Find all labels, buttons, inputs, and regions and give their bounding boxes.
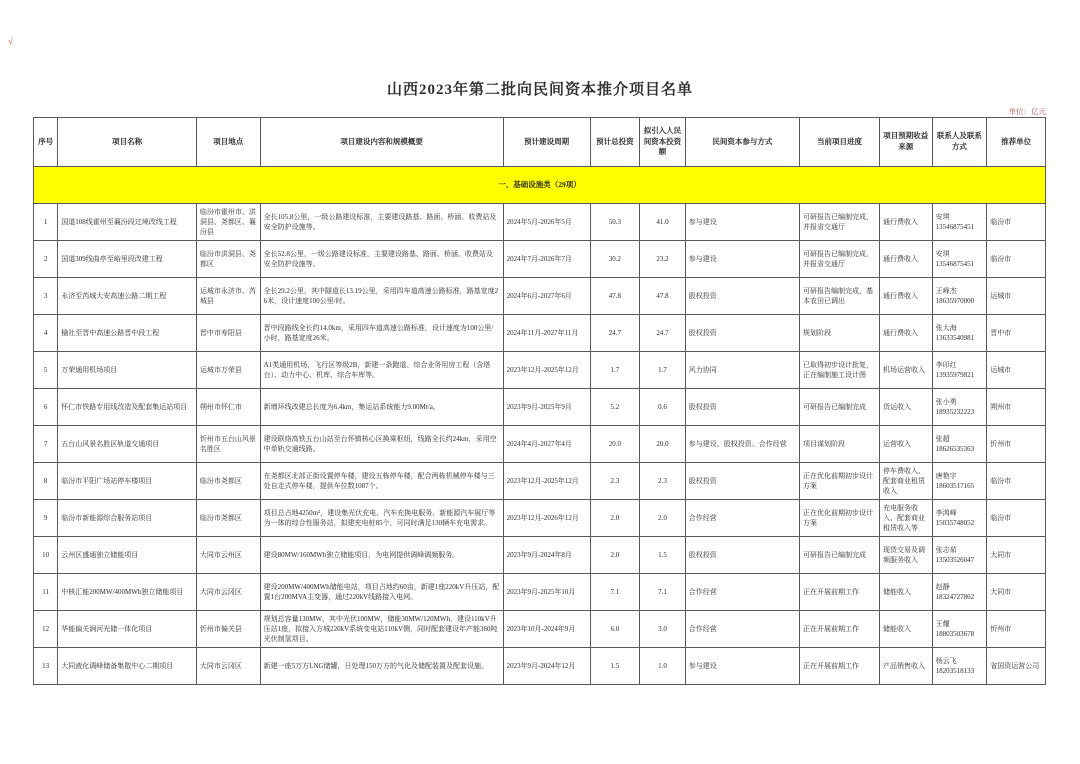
cell-period: 2023年9月-2025年9月 — [503, 389, 590, 426]
cell-serial: 4 — [34, 315, 58, 352]
table-row — [34, 315, 1046, 352]
cell-contact — [932, 463, 987, 500]
table-row — [34, 500, 1046, 537]
contact-phone: 18803503678 — [935, 630, 975, 638]
table-row — [34, 204, 1046, 241]
cell-total-investment: 1.7 — [590, 352, 640, 389]
contact-name: 张小勇 — [935, 397, 957, 406]
cell-contact — [932, 204, 987, 241]
cell-progress: 规划阶段 — [800, 315, 880, 352]
cell-recommending-unit: 临汾市 — [987, 463, 1046, 500]
cell-recommending-unit: 临汾市 — [987, 500, 1046, 537]
cell-total-investment: 2.0 — [590, 500, 640, 537]
cell-project-name: 临汾市平阳广场站停车楼项目 — [58, 463, 197, 500]
section-row — [34, 167, 1046, 204]
cell-private-investment: 20.0 — [640, 426, 686, 463]
cell-recommending-unit: 运城市 — [987, 352, 1046, 389]
cell-participation-mode: 合作经营 — [685, 611, 799, 648]
cell-recommending-unit: 临汾市 — [987, 241, 1046, 278]
cell-participation-mode: 参与建设 — [685, 648, 799, 685]
cell-total-investment: 50.3 — [590, 204, 640, 241]
cell-content: 项目总占地4250m²，建设集光伏充电、汽车充换电服务、新能源汽车展厅等为一体的综合性服务站，拟建充电桩85个，可同时满足130辆车充电需求。 — [260, 500, 503, 537]
cell-serial: 1 — [34, 204, 58, 241]
column-header-0: 序号 — [34, 118, 58, 167]
table-row — [34, 611, 1046, 648]
contact-name: 张超 — [935, 434, 950, 443]
cell-project-name: 国道108线霍州至襄汾段过境改线工程 — [58, 204, 197, 241]
cell-content: 新增环线改建总长度为6.4km，集运站系统能力9.00Mt/a。 — [260, 389, 503, 426]
contact-name: 安琪 — [935, 249, 950, 258]
cell-revenue-source: 充电服务收入、配套商业租赁收入等 — [879, 500, 932, 537]
contact-name: 张大海 — [935, 323, 957, 332]
column-header-4: 预计建设周期 — [503, 118, 590, 167]
contact-name: 安琪 — [935, 212, 950, 221]
cell-project-name: 榆社至晋中高速公路晋中段工程 — [58, 315, 197, 352]
cell-content: 全长105.8公里，一级公路建设标准，主要建设路基、路面、桥涵、收费站及安全防护设施等。 — [260, 204, 503, 241]
cell-period: 2023年10月-2024年9月 — [503, 611, 590, 648]
cell-content: 建设联络高铁五台山站至台怀镇核心区换乘枢纽，线路全长约24km，采用空中单轨交通线路。 — [260, 426, 503, 463]
cell-period: 2024年6月-2027年6月 — [503, 278, 590, 315]
contact-phone: 18603517165 — [935, 482, 975, 490]
cell-content: 全长29.2公里，其中隧道长13.19公里，采用四车道高速公路标准，路基宽度26米，设计速度100公里/时。 — [260, 278, 503, 315]
cell-progress: 已取得初步设计批复，正在编制施工设计图 — [800, 352, 880, 389]
cell-recommending-unit: 忻州市 — [987, 426, 1046, 463]
cell-revenue-source: 通行费收入 — [879, 278, 932, 315]
cell-location: 晋中市寿阳县 — [196, 315, 260, 352]
table-row — [34, 463, 1046, 500]
cell-total-investment: 20.0 — [590, 426, 640, 463]
cell-period: 2024年11月-2027年11月 — [503, 315, 590, 352]
cell-content: 规划总容量130MW，其中光伏100MW，储能30MW/120MWh，建设110kV升压站1座，拟接入方城220kV系统变电站110kV侧，同时配套建设年产能360吨光伏制氢项目。 — [260, 611, 503, 648]
cell-project-name: 永济至芮城大安高速公路二期工程 — [58, 278, 197, 315]
cell-period: 2024年4月-2027年4月 — [503, 426, 590, 463]
cell-content: 建设80MW/160MWh独立储能项目，为电网提供调峰调频服务。 — [260, 537, 503, 574]
cell-total-investment: 2.3 — [590, 463, 640, 500]
cell-private-investment: 24.7 — [640, 315, 686, 352]
column-header-3: 项目建设内容和规模概要 — [260, 118, 503, 167]
cell-location: 大同市云州区 — [196, 537, 260, 574]
cell-content: 新建一座5万方LNG储罐，日处理150万方的气化及储配装置及配套设施。 — [260, 648, 503, 685]
page-title: 山西2023年第二批向民间资本推介项目名单 — [386, 82, 693, 98]
cell-period: 2023年12月-2025年12月 — [503, 352, 590, 389]
cell-contact — [932, 241, 987, 278]
cell-participation-mode: 股权投资 — [685, 389, 799, 426]
column-header-10: 联系人及联系方式 — [932, 118, 987, 167]
cell-private-investment: 2.3 — [640, 463, 686, 500]
cell-progress: 正在优化前期初步设计方案 — [800, 500, 880, 537]
cell-recommending-unit: 运城市 — [987, 278, 1046, 315]
cell-revenue-source: 货运收入 — [879, 389, 932, 426]
table-row — [34, 648, 1046, 685]
cell-participation-mode: 风力协同 — [685, 352, 799, 389]
cell-total-investment: 5.2 — [590, 389, 640, 426]
cell-recommending-unit: 临汾市 — [987, 204, 1046, 241]
cell-private-investment: 41.0 — [640, 204, 686, 241]
cell-location: 大同市云冈区 — [196, 648, 260, 685]
cell-contact — [932, 648, 987, 685]
cell-serial: 6 — [34, 389, 58, 426]
cell-location: 朔州市怀仁市 — [196, 389, 260, 426]
cell-total-investment: 6.0 — [590, 611, 640, 648]
contact-phone: 18626535363 — [935, 445, 975, 453]
table-row — [34, 574, 1046, 611]
cell-private-investment: 3.0 — [640, 611, 686, 648]
cell-project-name: 华能偏关涧河光储一体化项目 — [58, 611, 197, 648]
cell-location: 忻州市偏关县 — [196, 611, 260, 648]
cell-progress: 正在开展前期工作 — [800, 611, 880, 648]
cell-total-investment: 1.5 — [590, 648, 640, 685]
cell-serial: 5 — [34, 352, 58, 389]
contact-phone: 15035748052 — [935, 519, 975, 527]
cell-revenue-source: 通行费收入 — [879, 241, 932, 278]
section-label: 一、基础设施类（29项） — [34, 167, 1046, 204]
cell-serial: 7 — [34, 426, 58, 463]
cell-revenue-source: 现货交易及调频服务收入 — [879, 537, 932, 574]
cell-contact — [932, 500, 987, 537]
cell-contact — [932, 352, 987, 389]
contact-phone: 13633540981 — [935, 334, 975, 342]
cell-period: 2024年5月-2026年5月 — [503, 204, 590, 241]
cell-progress: 项目谋划阶段 — [800, 426, 880, 463]
cell-project-name: 万荣通用机场项目 — [58, 352, 197, 389]
cell-location: 临汾市尧都区 — [196, 500, 260, 537]
cell-revenue-source: 运营收入 — [879, 426, 932, 463]
table-row — [34, 352, 1046, 389]
cell-revenue-source: 停车费收入、配套商业租赁收入 — [879, 463, 932, 500]
contact-phone: 13546875451 — [935, 223, 975, 231]
cell-recommending-unit: 忻州市 — [987, 611, 1046, 648]
contact-name: 李鸿峰 — [935, 508, 957, 517]
contact-phone: 13546875451 — [935, 260, 975, 268]
cell-project-name: 五台山风景名胜区轨道交通项目 — [58, 426, 197, 463]
contact-name: 杨云飞 — [935, 656, 957, 665]
cell-location: 临汾市洪洞县、尧都区 — [196, 241, 260, 278]
cell-contact — [932, 574, 987, 611]
cell-contact — [932, 611, 987, 648]
cell-participation-mode: 股权投资 — [685, 537, 799, 574]
cell-recommending-unit: 大同市 — [987, 537, 1046, 574]
cell-contact — [932, 389, 987, 426]
cell-location: 大同市云冈区 — [196, 574, 260, 611]
cell-progress: 正在开展前期工作 — [800, 574, 880, 611]
cell-private-investment: 47.8 — [640, 278, 686, 315]
cell-contact — [932, 537, 987, 574]
cell-participation-mode: 股权投资 — [685, 463, 799, 500]
unit-note: 单位：亿元 — [1008, 107, 1046, 116]
contact-phone: 18935232223 — [935, 408, 975, 416]
cell-private-investment: 23.2 — [640, 241, 686, 278]
cell-recommending-unit: 晋中市 — [987, 315, 1046, 352]
cell-period: 2023年9月-2024年8月 — [503, 537, 590, 574]
cell-location: 运城市万荣县 — [196, 352, 260, 389]
contact-name: 赵静 — [935, 582, 950, 591]
cell-project-name: 国道309线曲亭至峪里段改建工程 — [58, 241, 197, 278]
contact-name: 王峰杰 — [935, 286, 957, 295]
table-header-row — [34, 118, 1046, 167]
cell-content: 全长52.8公里，一级公路建设标准，主要建设路基、路面、桥涵、收费站及安全防护设施等。 — [260, 241, 503, 278]
cell-participation-mode: 参与建设、股权投资、合作经营 — [685, 426, 799, 463]
cell-recommending-unit: 省国资运营公司 — [987, 648, 1046, 685]
cell-participation-mode: 合作经营 — [685, 500, 799, 537]
cell-total-investment: 47.8 — [590, 278, 640, 315]
column-header-5: 预计总投资 — [590, 118, 640, 167]
cell-progress: 可研报告已编制完成，并报省交通厅 — [800, 204, 880, 241]
cell-contact — [932, 278, 987, 315]
column-header-7: 民间资本参与方式 — [685, 118, 799, 167]
cell-revenue-source: 产品销售收入 — [879, 648, 932, 685]
cell-participation-mode: 合作经营 — [685, 574, 799, 611]
contact-name: 张志茹 — [935, 545, 957, 554]
cell-serial: 3 — [34, 278, 58, 315]
cell-participation-mode: 股权投资 — [685, 278, 799, 315]
cell-total-investment: 2.0 — [590, 537, 640, 574]
contact-phone: 18635970000 — [935, 297, 975, 305]
table-row — [34, 537, 1046, 574]
cell-project-name: 临汾市新能源综合服务站项目 — [58, 500, 197, 537]
cell-private-investment: 1.5 — [640, 537, 686, 574]
cell-serial: 2 — [34, 241, 58, 278]
table-row — [34, 426, 1046, 463]
cell-progress: 可研报告已编制完成 — [800, 537, 880, 574]
cell-content: A1类通用机场，飞行区等级2B，新建一条跑道、综合业务用房工程（含塔台）、动力中心、机库、综合车库等。 — [260, 352, 503, 389]
contact-name: 李印红 — [935, 360, 957, 369]
cell-location: 运城市永济市、芮城县 — [196, 278, 260, 315]
cell-period: 2023年12月-2026年12月 — [503, 500, 590, 537]
cell-content: 晋中段路线全长约14.0km，采用四车道高速公路标准，设计速度为100公里/小时，路基宽度26米。 — [260, 315, 503, 352]
cell-serial: 13 — [34, 648, 58, 685]
contact-name: 王耀 — [935, 619, 950, 628]
project-table — [33, 117, 1046, 685]
cell-private-investment: 0.6 — [640, 389, 686, 426]
table-row — [34, 278, 1046, 315]
cell-private-investment: 2.0 — [640, 500, 686, 537]
column-header-6: 拟引入人民间资本投资额 — [640, 118, 686, 167]
cell-period: 2023年12月-2025年12月 — [503, 463, 590, 500]
contact-phone: 18203518133 — [935, 667, 975, 675]
cell-content: 在尧都区北部正街设置停车楼，建设五栋停车楼，配合两栋机械停车楼与三处自走式停车楼，提供车位数1087个。 — [260, 463, 503, 500]
column-header-1: 项目名称 — [58, 118, 197, 167]
column-header-8: 当前项目进度 — [800, 118, 880, 167]
contact-phone: 13503526047 — [935, 556, 975, 564]
cell-progress: 正在开展前期工作 — [800, 648, 880, 685]
cell-project-name: 云州区盛通独立储能项目 — [58, 537, 197, 574]
cell-project-name: 大同液化调峰储备集散中心二期项目 — [58, 648, 197, 685]
cell-total-investment: 7.1 — [590, 574, 640, 611]
cell-recommending-unit: 朔州市 — [987, 389, 1046, 426]
cell-location: 忻州市五台山风景名胜区 — [196, 426, 260, 463]
cell-total-investment: 30.2 — [590, 241, 640, 278]
cell-serial: 10 — [34, 537, 58, 574]
cell-period: 2023年9月-2025年10月 — [503, 574, 590, 611]
red-pen-mark: √ — [7, 35, 14, 47]
cell-revenue-source: 通行费收入 — [879, 204, 932, 241]
cell-private-investment: 1.0 — [640, 648, 686, 685]
cell-revenue-source: 储能收入 — [879, 611, 932, 648]
cell-content: 建设200MW/400MWh储能电站，项目占地约60亩，新建1座220kV升压站，配置1台200MVA主变器，通过220kV线路接入电网。 — [260, 574, 503, 611]
cell-project-name: 怀仁市铁路专用线改造及配套集运站项目 — [58, 389, 197, 426]
cell-location: 临汾市霍州市、洪洞县、尧都区、襄汾县 — [196, 204, 260, 241]
cell-serial: 8 — [34, 463, 58, 500]
cell-total-investment: 24.7 — [590, 315, 640, 352]
table-row — [34, 241, 1046, 278]
cell-revenue-source: 储能收入 — [879, 574, 932, 611]
table-row — [34, 389, 1046, 426]
cell-progress: 正在优化前期初步设计方案 — [800, 463, 880, 500]
cell-recommending-unit: 大同市 — [987, 574, 1046, 611]
cell-location: 临汾市尧都区 — [196, 463, 260, 500]
column-header-2: 项目地点 — [196, 118, 260, 167]
cell-revenue-source: 通行费收入 — [879, 315, 932, 352]
cell-serial: 12 — [34, 611, 58, 648]
cell-private-investment: 7.1 — [640, 574, 686, 611]
cell-progress: 可研报告已编制完成 — [800, 389, 880, 426]
column-header-9: 项目预期收益来源 — [879, 118, 932, 167]
cell-revenue-source: 机场运营收入 — [879, 352, 932, 389]
cell-participation-mode: 参与建设 — [685, 204, 799, 241]
column-header-11: 推荐单位 — [987, 118, 1046, 167]
cell-private-investment: 1.7 — [640, 352, 686, 389]
cell-progress: 可研报告编制完成，基本农田已调出 — [800, 278, 880, 315]
contact-phone: 13935979821 — [935, 371, 975, 379]
contact-phone: 18324727862 — [935, 593, 975, 601]
cell-contact — [932, 426, 987, 463]
cell-serial: 11 — [34, 574, 58, 611]
cell-progress: 可研报告已编制完成，并报省交通厅 — [800, 241, 880, 278]
cell-project-name: 中核汇能200MW/400MWh独立储能项目 — [58, 574, 197, 611]
cell-contact — [932, 315, 987, 352]
cell-participation-mode: 股权投资 — [685, 315, 799, 352]
contact-name: 唐艳宇 — [935, 471, 957, 480]
cell-period: 2024年7月-2026年7月 — [503, 241, 590, 278]
cell-serial: 9 — [34, 500, 58, 537]
cell-period: 2023年9月-2024年12月 — [503, 648, 590, 685]
cell-participation-mode: 参与建设 — [685, 241, 799, 278]
